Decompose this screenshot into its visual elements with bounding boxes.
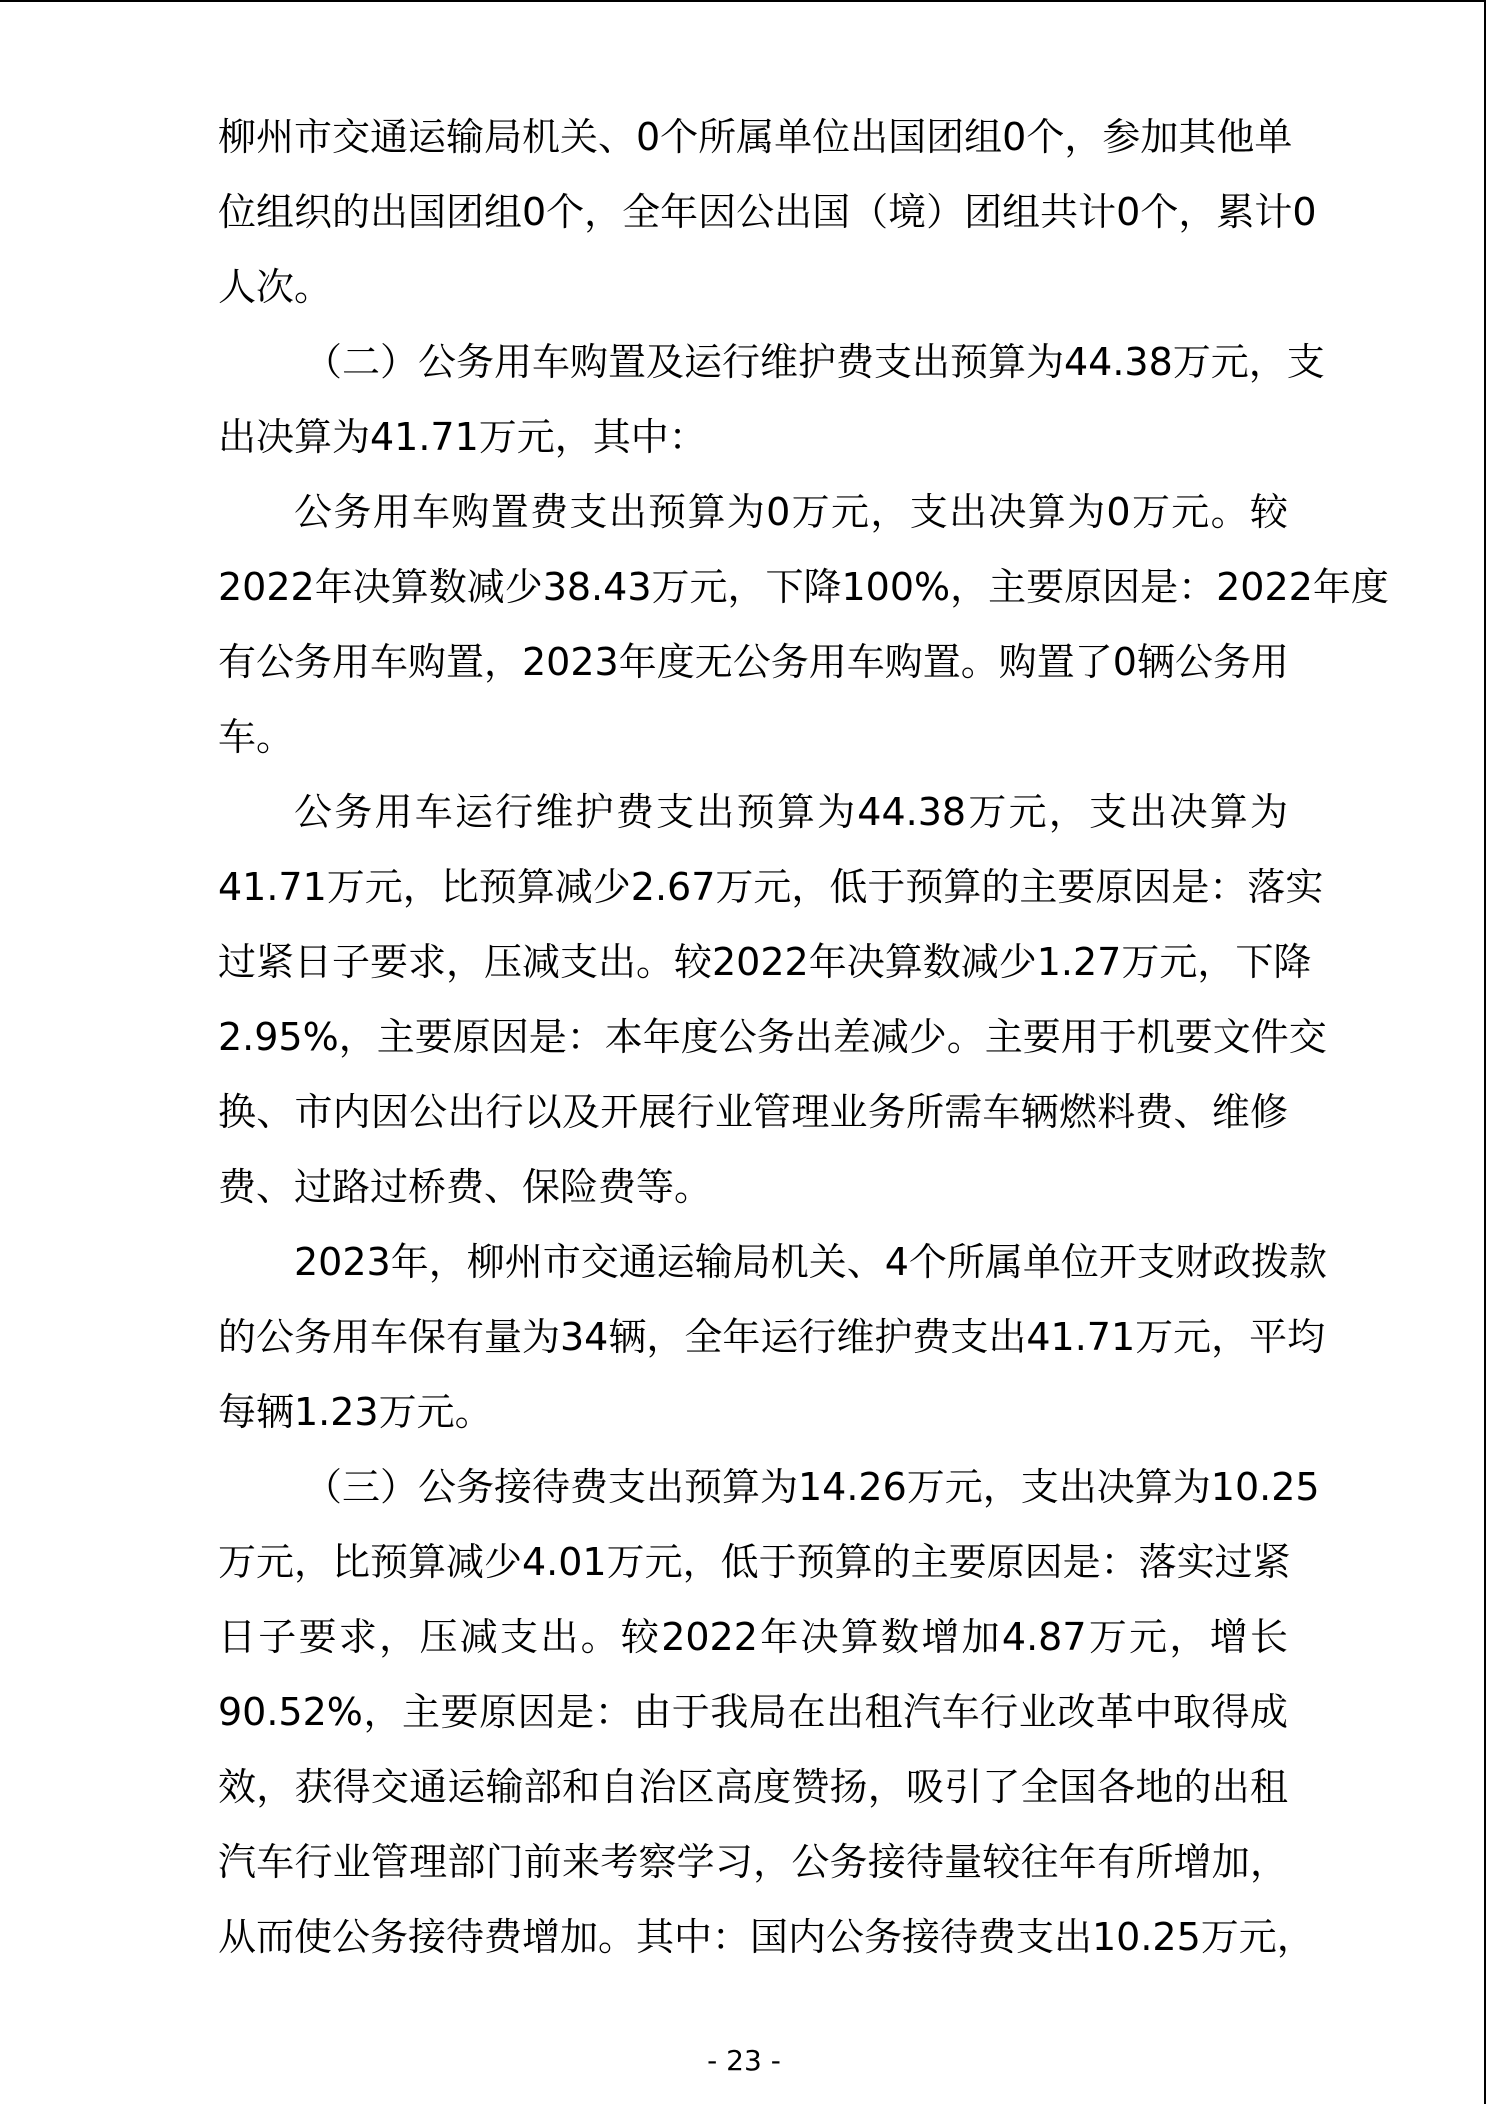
text-line: 出决算为41.71万元，其中：	[218, 415, 707, 459]
text-line: 公务用车购置费支出预算为0万元，支出决算为0万元。较	[294, 490, 1288, 534]
text-line: 41.71万元，比预算减少2.67万元，低于预算的主要原因是：落实	[218, 865, 1324, 909]
text-line: 效，获得交通运输部和自治区高度赞扬，吸引了全国各地的出租	[218, 1765, 1288, 1809]
section-heading-line: （三）公务接待费支出预算为14.26万元，支出决算为10.25	[304, 1465, 1320, 1509]
text-line: 日子要求，压减支出。较2022年决算数增加4.87万元，增长	[218, 1615, 1288, 1659]
text-line: 过紧日子要求，压减支出。较2022年决算数减少1.27万元，下降	[218, 940, 1312, 984]
text-line: 90.52%，主要原因是：由于我局在出租汽车行业改革中取得成	[218, 1690, 1288, 1734]
text-line: 2022年决算数减少38.43万元，下降100%，主要原因是：2022年度	[218, 565, 1389, 609]
section-heading-line: （二）公务用车购置及运行维护费支出预算为44.38万元，支	[304, 340, 1325, 384]
text-line: 有公务用车购置，2023年度无公务用车购置。购置了0辆公务用	[218, 640, 1289, 684]
text-line: 2.95%，主要原因是：本年度公务出差减少。主要用于机要文件交	[218, 1015, 1327, 1059]
text-line: 的公务用车保有量为34辆，全年运行维护费支出41.71万元，平均	[218, 1315, 1326, 1359]
text-line: 2023年，柳州市交通运输局机关、4个所属单位开支财政拨款	[294, 1240, 1327, 1284]
text-line: 换、市内因公出行以及开展行业管理业务所需车辆燃料费、维修	[218, 1090, 1288, 1134]
text-line: 每辆1.23万元。	[218, 1390, 493, 1434]
text-line: 公务用车运行维护费支出预算为44.38万元，支出决算为	[294, 790, 1288, 834]
text-line: 柳州市交通运输局机关、0个所属单位出国团组0个，参加其他单	[218, 115, 1293, 159]
page-number: - 23 -	[707, 2044, 781, 2077]
text-line: 万元，比预算减少4.01万元，低于预算的主要原因是：落实过紧	[218, 1540, 1291, 1584]
document-body	[218, 100, 1389, 1975]
text-line: 汽车行业管理部门前来考察学习，公务接待量较往年有所增加，	[218, 1840, 1288, 1884]
text-line: 车。	[218, 715, 295, 759]
text-line: 从而使公务接待费增加。其中：国内公务接待费支出10.25万元，	[218, 1915, 1315, 1959]
text-line: 位组织的出国团组0个，全年因公出国（境）团组共计0个，累计0	[218, 190, 1317, 234]
text-line: 人次。	[218, 265, 333, 309]
text-line: 费、过路过桥费、保险费等。	[218, 1165, 713, 1209]
